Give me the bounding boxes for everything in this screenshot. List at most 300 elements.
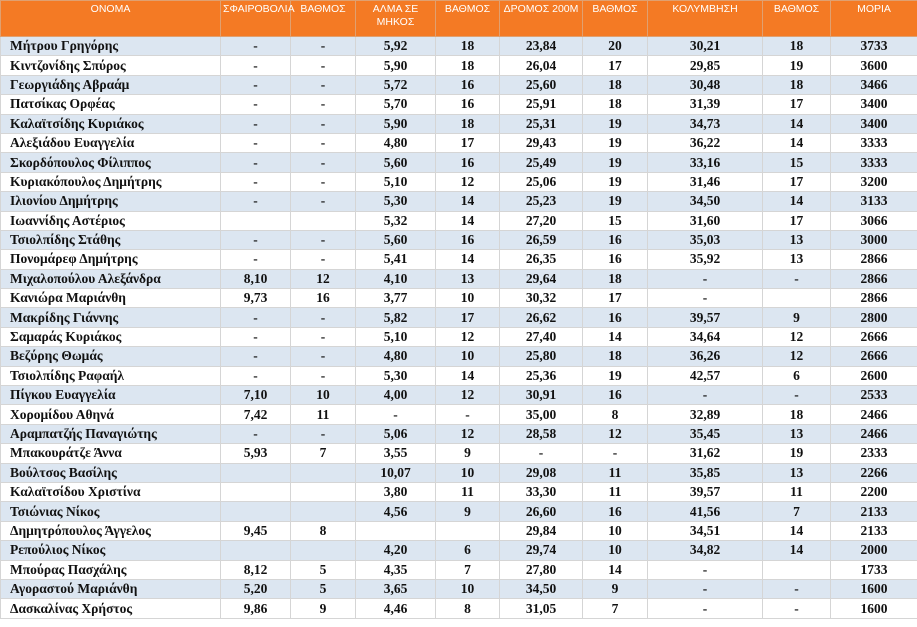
cell-swimming: 36,22 — [648, 133, 763, 152]
header-score-4: ΒΑΘΜΟΣ — [763, 1, 831, 37]
cell-sprint-200m: 34,50 — [500, 579, 583, 598]
cell-points: 2866 — [831, 269, 917, 288]
cell-sprint-score: 19 — [583, 133, 648, 152]
cell-shot-put-score — [291, 211, 356, 230]
cell-swimming: 31,46 — [648, 172, 763, 191]
cell-shot-put-score: - — [291, 424, 356, 443]
cell-long-jump-score: 16 — [436, 153, 500, 172]
cell-sprint-200m: 33,30 — [500, 482, 583, 501]
cell-swimming: 41,56 — [648, 502, 763, 521]
cell-name: Ρεπούλιος Νίκος — [1, 541, 221, 560]
cell-swimming: 31,39 — [648, 95, 763, 114]
cell-shot-put-score: - — [291, 308, 356, 327]
cell-swimming-score: - — [763, 269, 831, 288]
cell-sprint-score: - — [583, 444, 648, 463]
table-row — [1, 211, 917, 230]
cell-shot-put: - — [221, 230, 291, 249]
cell-shot-put: 7,10 — [221, 386, 291, 405]
table-row — [1, 366, 917, 385]
cell-sprint-200m: - — [500, 444, 583, 463]
cell-points: 3333 — [831, 133, 917, 152]
cell-swimming-score: 13 — [763, 463, 831, 482]
cell-sprint-score: 16 — [583, 308, 648, 327]
table-row — [1, 521, 917, 540]
cell-long-jump: 4,80 — [356, 133, 436, 152]
cell-swimming: - — [648, 269, 763, 288]
cell-long-jump: 5,92 — [356, 37, 436, 56]
cell-long-jump-score: 18 — [436, 37, 500, 56]
cell-shot-put-score: - — [291, 250, 356, 269]
cell-sprint-200m: 23,84 — [500, 37, 583, 56]
cell-swimming-score — [763, 289, 831, 308]
cell-swimming-score: 9 — [763, 308, 831, 327]
cell-shot-put: - — [221, 250, 291, 269]
cell-long-jump-score: 6 — [436, 541, 500, 560]
cell-swimming: 34,50 — [648, 192, 763, 211]
table-row — [1, 230, 917, 249]
cell-swimming-score: 6 — [763, 366, 831, 385]
table-row — [1, 153, 917, 172]
cell-name: Αγοραστού Μαριάνθη — [1, 579, 221, 598]
table-row — [1, 405, 917, 424]
cell-sprint-200m: 27,40 — [500, 327, 583, 346]
cell-points: 2333 — [831, 444, 917, 463]
cell-name: Μακρίδης Γιάννης — [1, 308, 221, 327]
cell-long-jump: 4,10 — [356, 269, 436, 288]
cell-shot-put — [221, 482, 291, 501]
header-score-3: ΒΑΘΜΟΣ — [583, 1, 648, 37]
cell-long-jump: 4,00 — [356, 386, 436, 405]
cell-sprint-score: 16 — [583, 250, 648, 269]
cell-shot-put-score — [291, 502, 356, 521]
table-row — [1, 37, 917, 56]
cell-name: Μήτρου Γρηγόρης — [1, 37, 221, 56]
table-row — [1, 133, 917, 152]
cell-swimming: 42,57 — [648, 366, 763, 385]
cell-shot-put: - — [221, 153, 291, 172]
cell-swimming-score: 11 — [763, 482, 831, 501]
cell-name: Ιωαννίδης Αστέριος — [1, 211, 221, 230]
table-row — [1, 599, 917, 618]
cell-shot-put-score — [291, 482, 356, 501]
cell-sprint-200m: 31,05 — [500, 599, 583, 618]
cell-points: 3400 — [831, 95, 917, 114]
cell-name: Τσιολπίδης Ραφαήλ — [1, 366, 221, 385]
table-row — [1, 75, 917, 94]
table-header — [1, 1, 917, 37]
cell-swimming-score: 7 — [763, 502, 831, 521]
cell-sprint-200m: 25,91 — [500, 95, 583, 114]
cell-sprint-score: 12 — [583, 424, 648, 443]
cell-long-jump-score: 14 — [436, 211, 500, 230]
cell-shot-put: - — [221, 366, 291, 385]
cell-long-jump-score: 12 — [436, 172, 500, 191]
cell-name: Βεζύρης Θωμάς — [1, 347, 221, 366]
cell-points: 3400 — [831, 114, 917, 133]
cell-shot-put-score: 8 — [291, 521, 356, 540]
cell-points: 2133 — [831, 502, 917, 521]
cell-long-jump: 5,32 — [356, 211, 436, 230]
cell-swimming: 34,51 — [648, 521, 763, 540]
cell-sprint-200m: 30,32 — [500, 289, 583, 308]
cell-sprint-score: 8 — [583, 405, 648, 424]
cell-long-jump: 3,77 — [356, 289, 436, 308]
cell-swimming-score: 12 — [763, 347, 831, 366]
cell-sprint-score: 15 — [583, 211, 648, 230]
cell-shot-put: 5,93 — [221, 444, 291, 463]
cell-swimming-score: 14 — [763, 521, 831, 540]
cell-shot-put: 5,20 — [221, 579, 291, 598]
cell-shot-put: 9,45 — [221, 521, 291, 540]
cell-sprint-score: 16 — [583, 502, 648, 521]
cell-name: Μιχαλοπούλου Αλεξάνδρα — [1, 269, 221, 288]
cell-sprint-score: 19 — [583, 366, 648, 385]
cell-shot-put-score: - — [291, 75, 356, 94]
cell-sprint-score: 10 — [583, 521, 648, 540]
cell-name: Γεωργιάδης Αβραάμ — [1, 75, 221, 94]
cell-points: 3133 — [831, 192, 917, 211]
header-score-2: ΒΑΘΜΟΣ — [436, 1, 500, 37]
cell-shot-put-score: - — [291, 114, 356, 133]
cell-sprint-200m: 27,20 — [500, 211, 583, 230]
header-score-1: ΒΑΘΜΟΣ — [291, 1, 356, 37]
cell-swimming: 35,03 — [648, 230, 763, 249]
cell-long-jump-score: 10 — [436, 289, 500, 308]
cell-long-jump: 3,55 — [356, 444, 436, 463]
cell-name: Μπούρας Πασχάλης — [1, 560, 221, 579]
cell-points: 2866 — [831, 250, 917, 269]
cell-shot-put-score: - — [291, 327, 356, 346]
cell-points: 1733 — [831, 560, 917, 579]
cell-swimming: 33,16 — [648, 153, 763, 172]
cell-sprint-200m: 25,36 — [500, 366, 583, 385]
cell-points: 2866 — [831, 289, 917, 308]
cell-long-jump: 5,60 — [356, 153, 436, 172]
cell-sprint-score: 16 — [583, 230, 648, 249]
cell-long-jump: 4,80 — [356, 347, 436, 366]
cell-name: Δασκαλίνας Χρήστος — [1, 599, 221, 618]
cell-shot-put: - — [221, 56, 291, 75]
cell-shot-put: - — [221, 308, 291, 327]
cell-sprint-score: 19 — [583, 153, 648, 172]
cell-long-jump-score: 14 — [436, 366, 500, 385]
table-row — [1, 541, 917, 560]
table-row — [1, 327, 917, 346]
cell-long-jump-score: 10 — [436, 579, 500, 598]
header-points: ΜΟΡΙΑ — [831, 1, 917, 37]
cell-long-jump: 4,35 — [356, 560, 436, 579]
cell-swimming: 39,57 — [648, 308, 763, 327]
cell-shot-put-score: - — [291, 37, 356, 56]
cell-sprint-200m: 35,00 — [500, 405, 583, 424]
cell-swimming-score: - — [763, 599, 831, 618]
cell-points: 3066 — [831, 211, 917, 230]
cell-swimming: 35,92 — [648, 250, 763, 269]
table-row — [1, 444, 917, 463]
cell-long-jump-score: 10 — [436, 463, 500, 482]
cell-shot-put: - — [221, 424, 291, 443]
cell-long-jump-score: 9 — [436, 444, 500, 463]
cell-shot-put-score: - — [291, 56, 356, 75]
cell-long-jump: 4,20 — [356, 541, 436, 560]
cell-sprint-score: 14 — [583, 560, 648, 579]
cell-long-jump: 5,60 — [356, 230, 436, 249]
cell-points: 2200 — [831, 482, 917, 501]
cell-shot-put-score: 11 — [291, 405, 356, 424]
cell-swimming-score: 12 — [763, 327, 831, 346]
table-row — [1, 386, 917, 405]
cell-swimming-score: 19 — [763, 56, 831, 75]
cell-shot-put-score: 9 — [291, 599, 356, 618]
cell-shot-put: 9,86 — [221, 599, 291, 618]
cell-shot-put: 8,10 — [221, 269, 291, 288]
cell-long-jump: 5,82 — [356, 308, 436, 327]
cell-shot-put: - — [221, 347, 291, 366]
cell-swimming: - — [648, 560, 763, 579]
table-row — [1, 502, 917, 521]
cell-shot-put-score — [291, 463, 356, 482]
cell-shot-put-score: - — [291, 230, 356, 249]
cell-shot-put-score: 7 — [291, 444, 356, 463]
table-body — [1, 37, 917, 619]
cell-points: 2666 — [831, 347, 917, 366]
table-row — [1, 308, 917, 327]
cell-shot-put-score: 5 — [291, 579, 356, 598]
cell-long-jump: - — [356, 405, 436, 424]
cell-shot-put: - — [221, 114, 291, 133]
cell-sprint-200m: 28,58 — [500, 424, 583, 443]
cell-points: 3600 — [831, 56, 917, 75]
cell-points: 2466 — [831, 424, 917, 443]
header-200m: ΔΡΟΜΟΣ 200Μ — [500, 1, 583, 37]
cell-long-jump-score: 14 — [436, 250, 500, 269]
cell-name: Πατσίκας Ορφέας — [1, 95, 221, 114]
cell-swimming: 30,48 — [648, 75, 763, 94]
cell-sprint-200m: 25,31 — [500, 114, 583, 133]
cell-sprint-200m: 26,04 — [500, 56, 583, 75]
cell-shot-put-score: 16 — [291, 289, 356, 308]
cell-shot-put-score: - — [291, 192, 356, 211]
table-row — [1, 560, 917, 579]
cell-swimming: 34,64 — [648, 327, 763, 346]
cell-long-jump-score: - — [436, 405, 500, 424]
cell-sprint-200m: 25,49 — [500, 153, 583, 172]
cell-sprint-200m: 26,35 — [500, 250, 583, 269]
cell-long-jump: 5,06 — [356, 424, 436, 443]
cell-sprint-200m: 25,23 — [500, 192, 583, 211]
cell-shot-put-score: - — [291, 366, 356, 385]
cell-swimming: 34,82 — [648, 541, 763, 560]
cell-long-jump-score — [436, 521, 500, 540]
cell-sprint-score: 17 — [583, 289, 648, 308]
cell-long-jump: 5,90 — [356, 114, 436, 133]
cell-sprint-200m: 26,62 — [500, 308, 583, 327]
header-swimming: ΚΟΛΥΜΒΗΣΗ — [648, 1, 763, 37]
cell-points: 2133 — [831, 521, 917, 540]
cell-swimming: 39,57 — [648, 482, 763, 501]
cell-shot-put: 7,42 — [221, 405, 291, 424]
cell-sprint-200m: 25,06 — [500, 172, 583, 191]
cell-points: 3333 — [831, 153, 917, 172]
cell-swimming-score: 18 — [763, 37, 831, 56]
cell-shot-put: - — [221, 172, 291, 191]
cell-swimming: 31,60 — [648, 211, 763, 230]
cell-name: Αλεξιάδου Ευαγγελία — [1, 133, 221, 152]
cell-swimming: 30,21 — [648, 37, 763, 56]
cell-long-jump-score: 14 — [436, 192, 500, 211]
cell-points: 1600 — [831, 579, 917, 598]
cell-sprint-200m: 26,60 — [500, 502, 583, 521]
table-row — [1, 269, 917, 288]
cell-sprint-score: 14 — [583, 327, 648, 346]
cell-points: 2266 — [831, 463, 917, 482]
cell-sprint-score: 20 — [583, 37, 648, 56]
table-row — [1, 482, 917, 501]
cell-sprint-200m: 30,91 — [500, 386, 583, 405]
cell-sprint-score: 18 — [583, 347, 648, 366]
cell-sprint-200m: 29,84 — [500, 521, 583, 540]
table-row — [1, 424, 917, 443]
cell-name: Χορομίδου Αθηνά — [1, 405, 221, 424]
cell-swimming-score: - — [763, 579, 831, 598]
cell-long-jump: 4,46 — [356, 599, 436, 618]
table-row — [1, 347, 917, 366]
cell-swimming-score: 17 — [763, 95, 831, 114]
cell-long-jump: 5,90 — [356, 56, 436, 75]
cell-points: 3733 — [831, 37, 917, 56]
cell-name: Τσιολπίδης Στάθης — [1, 230, 221, 249]
cell-swimming: 34,73 — [648, 114, 763, 133]
cell-long-jump-score: 7 — [436, 560, 500, 579]
cell-name: Κανιώρα Μαριάνθη — [1, 289, 221, 308]
cell-long-jump-score: 12 — [436, 424, 500, 443]
cell-swimming-score: 14 — [763, 192, 831, 211]
cell-name: Καλαϊτσίδου Χριστίνα — [1, 482, 221, 501]
cell-shot-put-score: 12 — [291, 269, 356, 288]
cell-swimming-score: 17 — [763, 211, 831, 230]
cell-swimming-score: 14 — [763, 133, 831, 152]
cell-points: 2666 — [831, 327, 917, 346]
cell-shot-put: - — [221, 192, 291, 211]
cell-long-jump-score: 16 — [436, 230, 500, 249]
cell-long-jump-score: 16 — [436, 95, 500, 114]
header-shot-put: ΣΦΑΙΡΟΒΟΛΙΑ — [221, 1, 291, 37]
cell-swimming-score — [763, 560, 831, 579]
cell-long-jump — [356, 521, 436, 540]
table-row — [1, 114, 917, 133]
cell-shot-put-score: - — [291, 95, 356, 114]
cell-shot-put-score: - — [291, 153, 356, 172]
cell-long-jump-score: 9 — [436, 502, 500, 521]
cell-sprint-200m: 25,80 — [500, 347, 583, 366]
cell-sprint-score: 10 — [583, 541, 648, 560]
cell-shot-put — [221, 502, 291, 521]
cell-shot-put-score: 5 — [291, 560, 356, 579]
header-long-jump: ΑΛΜΑ ΣΕ ΜΗΚΟΣ — [356, 1, 436, 37]
cell-name: Σαμαράς Κυριάκος — [1, 327, 221, 346]
cell-long-jump: 10,07 — [356, 463, 436, 482]
table-row — [1, 289, 917, 308]
cell-shot-put-score — [291, 541, 356, 560]
cell-long-jump: 5,41 — [356, 250, 436, 269]
cell-sprint-score: 7 — [583, 599, 648, 618]
cell-name: Ιλιονίου Δημήτρης — [1, 192, 221, 211]
cell-swimming-score: 17 — [763, 172, 831, 191]
table-row — [1, 95, 917, 114]
cell-name: Τσιώνιας Νίκος — [1, 502, 221, 521]
cell-long-jump: 4,56 — [356, 502, 436, 521]
cell-swimming-score: 19 — [763, 444, 831, 463]
cell-shot-put — [221, 463, 291, 482]
cell-shot-put-score: - — [291, 347, 356, 366]
cell-swimming-score: 18 — [763, 405, 831, 424]
cell-shot-put: - — [221, 37, 291, 56]
cell-shot-put-score: 10 — [291, 386, 356, 405]
cell-long-jump: 5,30 — [356, 192, 436, 211]
cell-long-jump: 5,70 — [356, 95, 436, 114]
cell-long-jump-score: 18 — [436, 56, 500, 75]
table-row — [1, 56, 917, 75]
cell-sprint-200m: 27,80 — [500, 560, 583, 579]
cell-sprint-score: 19 — [583, 192, 648, 211]
cell-points: 3000 — [831, 230, 917, 249]
cell-long-jump-score: 11 — [436, 482, 500, 501]
cell-long-jump-score: 8 — [436, 599, 500, 618]
cell-shot-put: - — [221, 75, 291, 94]
cell-points: 3200 — [831, 172, 917, 191]
cell-sprint-score: 18 — [583, 95, 648, 114]
cell-sprint-score: 18 — [583, 75, 648, 94]
table-row — [1, 172, 917, 191]
cell-sprint-score: 16 — [583, 386, 648, 405]
cell-swimming: 35,85 — [648, 463, 763, 482]
cell-shot-put-score: - — [291, 172, 356, 191]
cell-long-jump-score: 17 — [436, 133, 500, 152]
cell-swimming-score: - — [763, 386, 831, 405]
cell-swimming-score: 18 — [763, 75, 831, 94]
cell-points: 2533 — [831, 386, 917, 405]
cell-points: 2466 — [831, 405, 917, 424]
cell-points: 2800 — [831, 308, 917, 327]
cell-swimming-score: 13 — [763, 424, 831, 443]
cell-long-jump: 3,80 — [356, 482, 436, 501]
cell-sprint-200m: 29,43 — [500, 133, 583, 152]
cell-sprint-200m: 29,74 — [500, 541, 583, 560]
cell-sprint-score: 9 — [583, 579, 648, 598]
cell-shot-put: - — [221, 95, 291, 114]
cell-swimming: 36,26 — [648, 347, 763, 366]
cell-name: Κυριακόπουλος Δημήτρης — [1, 172, 221, 191]
cell-long-jump-score: 12 — [436, 327, 500, 346]
cell-name: Αραμπατζής Παναγιώτης — [1, 424, 221, 443]
cell-name: Δημητρόπουλος Άγγελος — [1, 521, 221, 540]
cell-swimming-score: 13 — [763, 250, 831, 269]
cell-sprint-score: 11 — [583, 463, 648, 482]
cell-name: Πίγκου Ευαγγελία — [1, 386, 221, 405]
cell-swimming-score: 13 — [763, 230, 831, 249]
cell-long-jump-score: 18 — [436, 114, 500, 133]
cell-name: Πονομάρεφ Δημήτρης — [1, 250, 221, 269]
cell-points: 3466 — [831, 75, 917, 94]
cell-sprint-200m: 29,64 — [500, 269, 583, 288]
cell-name: Καλαϊτσίδης Κυριάκος — [1, 114, 221, 133]
cell-swimming: - — [648, 386, 763, 405]
cell-name: Μπακουράτζε Άννα — [1, 444, 221, 463]
cell-shot-put: 8,12 — [221, 560, 291, 579]
cell-long-jump: 5,10 — [356, 172, 436, 191]
cell-points: 1600 — [831, 599, 917, 618]
cell-sprint-score: 17 — [583, 56, 648, 75]
